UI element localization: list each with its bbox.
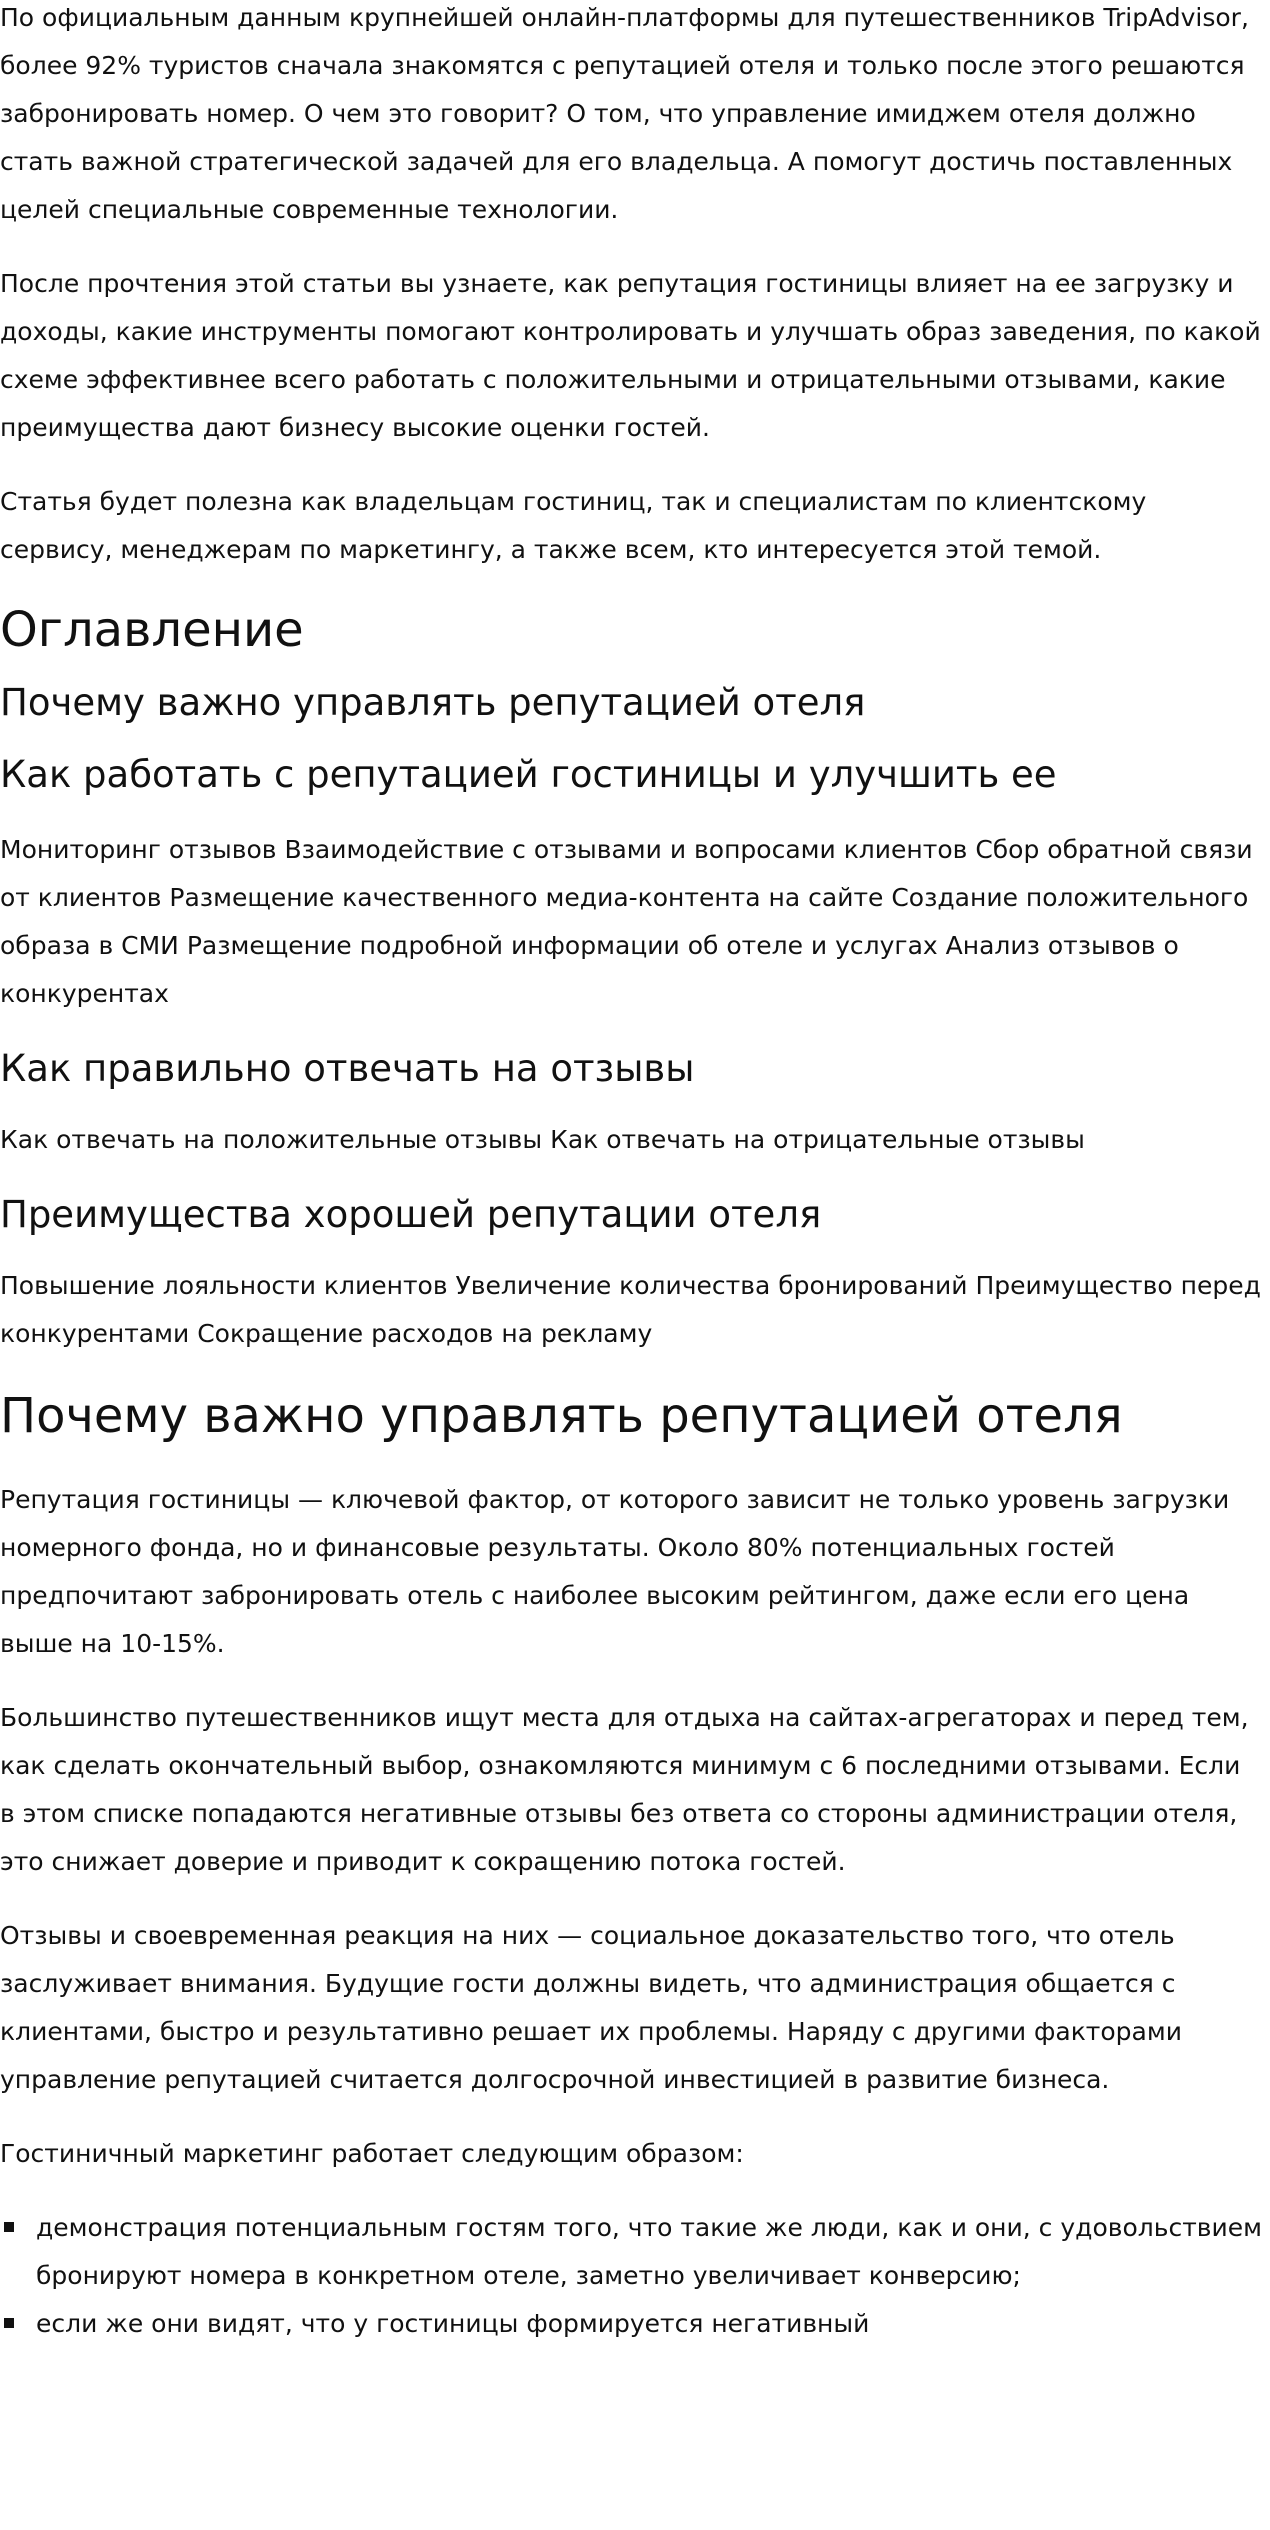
intro-paragraph-1: По официальным данным крупнейшей онлайн-платформы для путешественников TripAdvisor, более 92% туристов сначала знакомятся с репутацией отеля и только после этого решаются забронировать номер. О чем это говорит? О том, что управление имиджем отеля должно стать важной стратегической задачей для его владельца. А помогут достичь поставленных целей специальные современные технологии. bbox=[0, 3, 1249, 224]
toc-sublinks-benefits bbox=[0, 1262, 1262, 1358]
toc-sublinks-how-to-work bbox=[0, 826, 1262, 1018]
list-item-text: если же они видят, что у гостиницы формируется негативный bbox=[36, 2309, 870, 2338]
section-paragraph-1: Репутация гостиницы — ключевой фактор, от которого зависит не только уровень загрузки номерного фонда, но и финансовые результаты. Около 80% потенциальных гостей предпочитают забронировать отель с наиболее высоким рейтингом, даже если его цена выше на 10-15%. bbox=[0, 1485, 1230, 1658]
intro-paragraph-2: После прочтения этой статьи вы узнаете, как репутация гостиницы влияет на ее загрузку и доходы, какие инструменты помогают контролировать и улучшать образ заведения, по какой схеме эффективнее всего работать с положительными и отрицательными отзывами, какие преимущества дают бизнесу высокие оценки гостей. bbox=[0, 269, 1261, 442]
section-heading-why-manage-reputation: Почему важно управлять репутацией отеля bbox=[0, 1388, 1123, 1444]
toc-sublink[interactable]: Преимущество перед конкурентами bbox=[0, 1271, 1261, 1348]
toc-sublink[interactable]: Мониторинг отзывов bbox=[0, 835, 277, 864]
toc-link-why-manage-reputation[interactable]: Почему важно управлять репутацией отеля bbox=[0, 681, 866, 724]
toc-sublink[interactable]: Взаимодействие с отзывами и вопросами клиентов bbox=[284, 835, 968, 864]
section-paragraph-4: Гостиничный маркетинг работает следующим образом: bbox=[0, 2139, 744, 2168]
toc-sublink[interactable]: Повышение лояльности клиентов bbox=[0, 1271, 448, 1300]
toc-sublink[interactable]: Сбор обратной связи от клиентов bbox=[0, 835, 1253, 912]
toc-sublink[interactable]: Как отвечать на отрицательные отзывы bbox=[550, 1125, 1085, 1154]
intro-paragraph-3: Статья будет полезна как владельцам гостиниц, так и специалистам по клиентскому сервису, менеджерам по маркетингу, а также всем, кто интересуется этой темой. bbox=[0, 487, 1147, 564]
toc-link-how-to-reply[interactable]: Как правильно отвечать на отзывы bbox=[0, 1047, 695, 1090]
toc-sublink[interactable]: Анализ отзывов о конкурентах bbox=[0, 931, 1179, 1008]
square-bullet-icon bbox=[4, 2222, 14, 2232]
section-paragraph-3: Отзывы и своевременная реакция на них — социальное доказательство того, что отель заслуживает внимания. Будущие гости должны видеть, что администрация общается с клиентами, быстро и результативно решает их проблемы. Наряду с другими факторами управление репутацией считается долгосрочной инвестицией в развитие бизнеса. bbox=[0, 1921, 1182, 2094]
list-item bbox=[0, 2204, 1262, 2300]
toc-title: Оглавление bbox=[0, 602, 304, 658]
list-item bbox=[0, 2300, 1262, 2348]
toc-sublink[interactable]: Увеличение количества бронирований bbox=[455, 1271, 968, 1300]
toc-link-how-to-work[interactable]: Как работать с репутацией гостиницы и улучшить ее bbox=[0, 753, 1057, 796]
bullet-list bbox=[0, 2204, 1262, 2348]
list-item-text: демонстрация потенциальным гостям того, что такие же люди, как и они, с удовольствием бронируют номера в конкретном отеле, заметно увеличивает конверсию; bbox=[36, 2213, 1263, 2290]
toc-sublinks-how-to-reply bbox=[0, 1116, 1262, 1164]
section-paragraph-2: Большинство путешественников ищут места для отдыха на сайтах-агрегаторах и перед тем, как сделать окончательный выбор, ознакомляются минимум с 6 последними отзывами. Если в этом списке попадаются негативные отзывы без ответа со стороны администрации отеля, это снижает доверие и приводит к сокращению потока гостей. bbox=[0, 1703, 1249, 1876]
toc-sublink[interactable]: Как отвечать на положительные отзывы bbox=[0, 1125, 543, 1154]
square-bullet-icon bbox=[4, 2318, 14, 2328]
toc-sublink[interactable]: Сокращение расходов на рекламу bbox=[197, 1319, 653, 1348]
toc-sublink[interactable]: Создание положительного образа в СМИ bbox=[0, 883, 1249, 960]
toc-sublink[interactable]: Размещение подробной информации об отеле и услугах bbox=[186, 931, 938, 960]
toc-sublink[interactable]: Размещение качественного медиа-контента на сайте bbox=[169, 883, 884, 912]
toc-link-benefits[interactable]: Преимущества хорошей репутации отеля bbox=[0, 1193, 822, 1236]
